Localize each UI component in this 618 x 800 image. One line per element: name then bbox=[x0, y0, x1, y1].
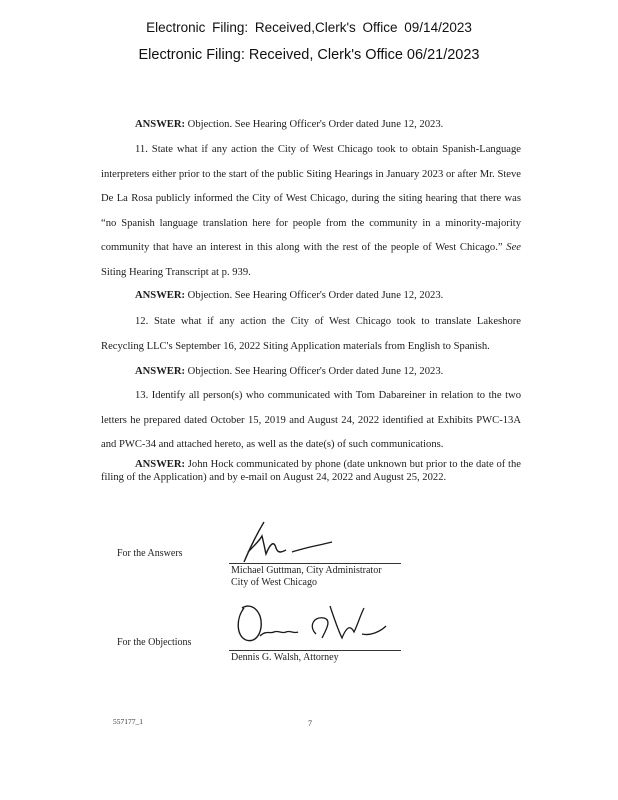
for-the-answers-label: For the Answers bbox=[117, 548, 183, 559]
answer-text: John Hock communicated by phone (date unknown but prior to the date of the filing of the Application) and by e-mail on August 24, 2022 and August 25, 2022. bbox=[101, 459, 521, 483]
answer-12 bbox=[101, 360, 521, 385]
question-text: 13. Identify all person(s) who communicated with Tom Dabareiner in relation to the two letters he prepared dated October 15, 2019 and August 24, 2022 identified at Exhibits PWC-13A and PWC-34 and attached hereto, as well as the date(s) of such communications. bbox=[101, 390, 521, 450]
answer-label: ANSWER: bbox=[135, 290, 186, 301]
question-text: 11. State what if any action the City of West Chicago took to obtain Spanish-Language interpreters either prior to the start of the public Siting Hearings in January 2023 or after Mr. Steve De La Rosa publicly informed the City of West Chicago, during the siting hearing that there was “no Spanish language translation here for people from the community in a minority-majority community that have an interest in this along with the rest of the people of West Chicago.” bbox=[101, 144, 521, 253]
answer-10 bbox=[101, 113, 521, 138]
for-the-objections-label: For the Objections bbox=[117, 637, 192, 648]
signer-name: Dennis G. Walsh, Attorney bbox=[231, 652, 339, 663]
question-text-citation: Siting Hearing Transcript at p. 939. bbox=[101, 266, 251, 278]
answer-text: Objection. See Hearing Officer's Order dated June 12, 2023. bbox=[185, 290, 444, 301]
signer-answers bbox=[231, 565, 382, 589]
filing-stamp-2023-06-21: Electronic Filing: Received, Clerk's Office 06/21/2023 bbox=[138, 47, 480, 63]
answer-text: Objection. See Hearing Officer's Order dated June 12, 2023. bbox=[185, 119, 444, 130]
filing-stamp-2023-09-14: Electronic Filing: Received,Clerk's Office 09/14/2023 bbox=[146, 20, 472, 35]
answer-13 bbox=[101, 458, 521, 484]
answer-text: Objection. See Hearing Officer's Order dated June 12, 2023. bbox=[185, 366, 444, 377]
signature-line-objections bbox=[229, 650, 401, 651]
see-citation-signal: See bbox=[506, 242, 521, 253]
answer-label: ANSWER: bbox=[135, 119, 186, 130]
answer-11 bbox=[101, 284, 521, 309]
question-13 bbox=[101, 384, 521, 458]
answer-label: ANSWER: bbox=[135, 366, 186, 377]
signer-objections bbox=[231, 652, 339, 664]
guttman-handwritten-signature bbox=[238, 518, 338, 564]
signer-name: Michael Guttman, City Administrator bbox=[231, 565, 382, 576]
signer-organization: City of West Chicago bbox=[231, 577, 317, 588]
question-12 bbox=[101, 310, 521, 359]
walsh-handwritten-signature bbox=[230, 596, 390, 652]
question-text: 12. State what if any action the City of West Chicago took to translate Lakeshore Recycling LLC's September 16, 2022 Siting Application materials from English to Spanish. bbox=[101, 316, 521, 352]
question-11 bbox=[101, 138, 521, 285]
answer-label: ANSWER: bbox=[135, 459, 186, 470]
document-id: 557177_1 bbox=[113, 717, 143, 726]
signature-line-answers bbox=[229, 563, 401, 564]
page-number: 7 bbox=[308, 719, 312, 728]
